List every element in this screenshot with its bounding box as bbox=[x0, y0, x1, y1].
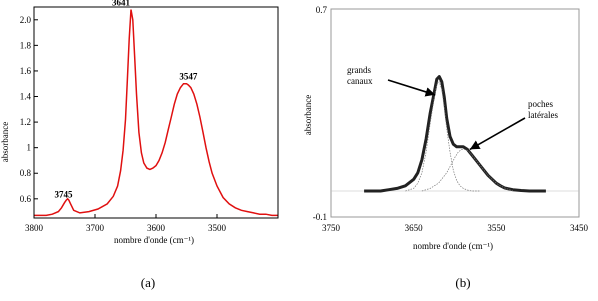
chart-a-ytick-label: 1.8 bbox=[19, 40, 31, 51]
chart-a bbox=[0, 0, 278, 290]
chart-b-series bbox=[331, 77, 579, 191]
chart-b-annotation-grands-canaux-line2: canaux bbox=[347, 76, 373, 86]
chart-b-arrow-poches-laterales bbox=[470, 118, 525, 149]
chart-b-xtick-label: 3550 bbox=[487, 223, 506, 233]
chart-b-xticks bbox=[322, 223, 589, 233]
chart-a-xtick-label: 3800 bbox=[25, 223, 43, 233]
chart-b-ylabel: absorbance bbox=[303, 94, 313, 136]
chart-b-ytick-label-bottom: -0.1 bbox=[312, 212, 327, 222]
chart-a-peak-label: 3745 bbox=[54, 189, 73, 200]
chart-b-yticks bbox=[313, 5, 328, 222]
chart-b-xtick-label: 3650 bbox=[404, 223, 423, 233]
chart-a-ytick-label: 1.2 bbox=[19, 117, 31, 128]
chart-b-xtick-label: 3750 bbox=[322, 223, 340, 233]
chart-a-xtick-label: 3500 bbox=[208, 223, 226, 233]
chart-a-caption: (a) bbox=[140, 275, 156, 290]
chart-a-xtick-label: 3600 bbox=[147, 223, 165, 233]
chart-b-xtick-label: 3450 bbox=[570, 223, 588, 233]
chart-b-annotation-poches-laterales: poches bbox=[528, 99, 553, 109]
chart-a-series-line bbox=[34, 10, 278, 216]
chart-b-annotation-poches-laterales-line2: latérales bbox=[528, 110, 558, 120]
chart-b-arrow-grands-canaux bbox=[388, 80, 435, 95]
chart-a-yticks bbox=[20, 15, 38, 204]
chart-a-ylabel: absorbance bbox=[0, 121, 10, 163]
chart-b-series-total bbox=[364, 77, 546, 191]
chart-b bbox=[303, 5, 589, 290]
chart-a-ytick-label: 1 bbox=[26, 142, 31, 153]
chart-b-caption: (b) bbox=[455, 275, 471, 290]
chart-b-annotations bbox=[347, 65, 558, 149]
chart-b-annotation-grands-canaux: grands bbox=[347, 65, 371, 75]
chart-a-ytick-label: 0.8 bbox=[19, 168, 31, 179]
chart-a-frame bbox=[34, 7, 278, 218]
chart-a-xlabel: nombre d'onde (cm⁻¹) bbox=[113, 235, 195, 245]
chart-a-ytick-label: 2.0 bbox=[19, 14, 31, 25]
chart-a-peak-label: 3641 bbox=[111, 0, 130, 8]
chart-a-peak-label: 3547 bbox=[179, 71, 198, 82]
chart-a-ytick-label: 1.4 bbox=[19, 91, 31, 102]
chart-b-xlabel: nombre d'onde (cm⁻¹) bbox=[412, 241, 494, 251]
chart-a-xticks bbox=[25, 214, 227, 233]
chart-b-ytick-label-top: 0.7 bbox=[315, 5, 327, 15]
chart-a-xtick-label: 3700 bbox=[86, 223, 104, 233]
chart-a-ytick-label: 1.6 bbox=[19, 65, 31, 76]
chart-a-ytick-label: 0.6 bbox=[19, 193, 31, 204]
